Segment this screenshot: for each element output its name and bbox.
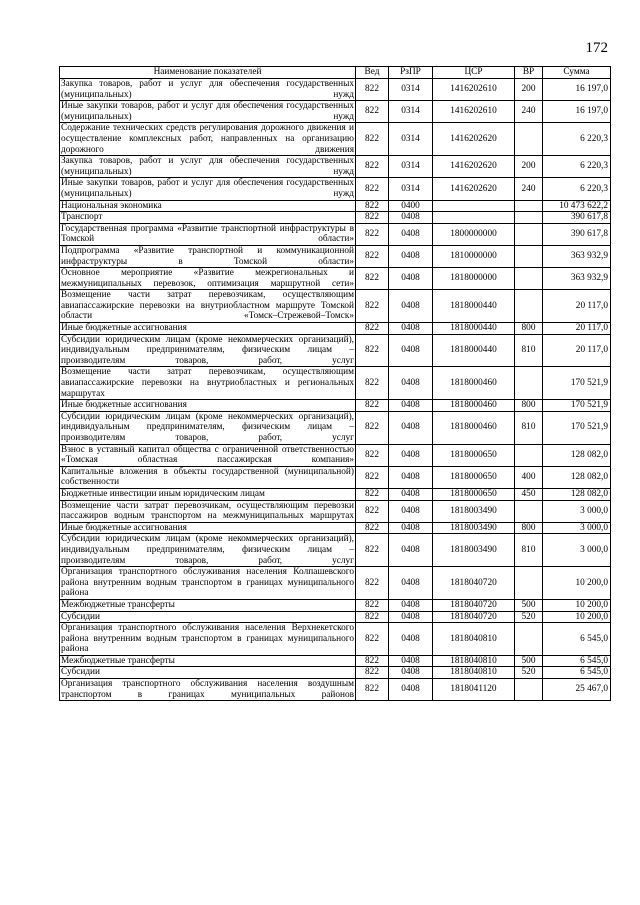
cell-ved: 822 xyxy=(356,245,389,267)
cell-ved: 822 xyxy=(356,567,389,600)
cell-ved: 822 xyxy=(356,655,389,667)
cell-name: Межбюджетные трансферты xyxy=(60,655,356,667)
cell-csr: 1416202610 xyxy=(433,101,515,123)
cell-name: Закупка товаров, работ и услуг для обеспечения государственных (муниципальных) нужд xyxy=(61,79,354,100)
cell-name: Субсидии xyxy=(60,667,356,679)
cell-csr: 1818000000 xyxy=(433,268,515,290)
cell-sum: 390 617,8 xyxy=(543,212,611,224)
cell-ved: 822 xyxy=(356,212,389,224)
cell-vr xyxy=(515,367,543,400)
cell-csr: 1818000650 xyxy=(433,466,515,488)
cell-csr: 1818040720 xyxy=(433,611,515,623)
cell-vr xyxy=(515,679,543,701)
cell-sum: 6 220,3 xyxy=(543,156,611,178)
cell-rzpr: 0408 xyxy=(389,444,433,466)
cell-sum: 6 545,0 xyxy=(543,655,611,667)
cell-vr xyxy=(515,567,543,600)
cell-vr xyxy=(515,500,543,522)
cell-ved: 822 xyxy=(356,411,389,444)
cell-vr: 240 xyxy=(515,101,543,123)
cell-sum: 20 117,0 xyxy=(543,334,611,367)
table-row xyxy=(60,567,611,600)
cell-csr: 1416202620 xyxy=(433,178,515,200)
table-row xyxy=(60,488,611,500)
cell-rzpr: 0314 xyxy=(389,156,433,178)
cell-vr: 450 xyxy=(515,488,543,500)
cell-name: Капитальные вложения в объекты государственной (муниципальной) собственности xyxy=(61,466,354,488)
budget-table xyxy=(59,66,611,701)
cell-sum: 128 082,0 xyxy=(543,488,611,500)
cell-vr xyxy=(515,245,543,267)
header-rzpr: РзПР xyxy=(389,67,433,79)
cell-name: Транспорт xyxy=(60,212,356,224)
table-row xyxy=(60,466,611,488)
table-header-row xyxy=(60,67,611,79)
cell-rzpr: 0400 xyxy=(389,200,433,212)
cell-rzpr: 0408 xyxy=(389,212,433,224)
cell-sum: 20 117,0 xyxy=(543,290,611,323)
cell-name: Возмещение части затрат перевозчикам, осуществляющим авиапассажирские перевозки на внутриобластных и региональных маршрутах xyxy=(61,367,354,399)
cell-sum: 16 197,0 xyxy=(543,101,611,123)
table-row xyxy=(60,599,611,611)
table-row xyxy=(60,223,611,245)
cell-csr: 1818040810 xyxy=(433,655,515,667)
cell-ved: 822 xyxy=(356,178,389,200)
cell-rzpr: 0408 xyxy=(389,290,433,323)
cell-ved: 822 xyxy=(356,334,389,367)
cell-rzpr: 0314 xyxy=(389,101,433,123)
cell-rzpr: 0408 xyxy=(389,599,433,611)
cell-name: Иные бюджетные ассигнования xyxy=(60,400,356,412)
cell-ved: 822 xyxy=(356,79,389,101)
cell-sum: 6 545,0 xyxy=(543,623,611,656)
cell-ved: 822 xyxy=(356,290,389,323)
cell-csr: 1818000650 xyxy=(433,488,515,500)
cell-rzpr: 0408 xyxy=(389,334,433,367)
cell-csr: 1416202610 xyxy=(433,79,515,101)
cell-csr: 1818040720 xyxy=(433,567,515,600)
table-row xyxy=(60,655,611,667)
cell-ved: 822 xyxy=(356,667,389,679)
cell-ved: 822 xyxy=(356,466,389,488)
cell-vr: 800 xyxy=(515,323,543,335)
cell-vr xyxy=(515,444,543,466)
cell-sum: 363 932,9 xyxy=(543,268,611,290)
cell-csr: 1810000000 xyxy=(433,245,515,267)
cell-name: Бюджетные инвестиции иным юридическим лицам xyxy=(60,488,356,500)
cell-sum: 16 197,0 xyxy=(543,79,611,101)
cell-vr xyxy=(515,212,543,224)
cell-ved: 822 xyxy=(356,488,389,500)
cell-sum: 170 521,9 xyxy=(543,367,611,400)
cell-vr: 520 xyxy=(515,667,543,679)
cell-ved: 822 xyxy=(356,522,389,534)
cell-rzpr: 0408 xyxy=(389,623,433,656)
cell-vr: 810 xyxy=(515,534,543,567)
cell-name: Межбюджетные трансферты xyxy=(60,599,356,611)
cell-vr: 520 xyxy=(515,611,543,623)
page-number: 172 xyxy=(585,40,608,56)
table-row xyxy=(60,323,611,335)
table-body xyxy=(60,79,611,701)
table-row xyxy=(60,611,611,623)
cell-rzpr: 0408 xyxy=(389,679,433,701)
cell-sum: 10 473 622,2 xyxy=(543,200,611,212)
cell-rzpr: 0408 xyxy=(389,567,433,600)
cell-rzpr: 0408 xyxy=(389,667,433,679)
cell-csr: 1818041120 xyxy=(433,679,515,701)
cell-sum: 10 200,0 xyxy=(543,599,611,611)
cell-csr: 1416202620 xyxy=(433,156,515,178)
cell-name: Иные закупки товаров, работ и услуг для обеспечения государственных (муниципальных) нужд xyxy=(61,178,354,199)
cell-csr: 1416202620 xyxy=(433,123,515,156)
cell-rzpr: 0408 xyxy=(389,367,433,400)
cell-sum: 128 082,0 xyxy=(543,466,611,488)
table-row xyxy=(60,444,611,466)
header-name: Наименование показателей xyxy=(60,67,356,79)
cell-ved: 822 xyxy=(356,500,389,522)
cell-rzpr: 0408 xyxy=(389,400,433,412)
cell-rzpr: 0408 xyxy=(389,411,433,444)
cell-ved: 822 xyxy=(356,623,389,656)
cell-csr: 1818003490 xyxy=(433,500,515,522)
cell-rzpr: 0408 xyxy=(389,522,433,534)
cell-sum: 170 521,9 xyxy=(543,411,611,444)
cell-csr: 1818000440 xyxy=(433,334,515,367)
cell-name: Организация транспортного обслуживания населения воздушным транспортом в границах муниципальных районов xyxy=(61,679,354,700)
table-row xyxy=(60,400,611,412)
cell-sum: 20 117,0 xyxy=(543,323,611,335)
cell-vr: 200 xyxy=(515,156,543,178)
cell-ved: 822 xyxy=(356,444,389,466)
cell-csr xyxy=(433,212,515,224)
cell-vr: 500 xyxy=(515,599,543,611)
cell-csr: 1818003490 xyxy=(433,522,515,534)
cell-ved: 822 xyxy=(356,367,389,400)
cell-name: Закупка товаров, работ и услуг для обеспечения государственных (муниципальных) нужд xyxy=(61,156,354,177)
cell-ved: 822 xyxy=(356,268,389,290)
cell-sum: 3 000,0 xyxy=(543,500,611,522)
cell-vr xyxy=(515,290,543,323)
cell-name: Субсидии юридическим лицам (кроме некоммерческих организаций), индивидуальным предпринимателям, физическим лицам – производителям товаров, работ, услуг xyxy=(61,534,354,566)
cell-rzpr: 0314 xyxy=(389,79,433,101)
cell-name: Возмещение части затрат перевозчикам, осуществляющим авиапассажирские перевозки на внутриобластном маршруте Томской области «Томск–Стрежевой–Томск» xyxy=(61,290,354,322)
cell-ved: 822 xyxy=(356,611,389,623)
table-row xyxy=(60,245,611,267)
table-row xyxy=(60,79,611,101)
cell-rzpr: 0408 xyxy=(389,223,433,245)
table-row xyxy=(60,534,611,567)
cell-csr: 1818000460 xyxy=(433,367,515,400)
cell-csr: 1818000460 xyxy=(433,400,515,412)
cell-vr: 800 xyxy=(515,400,543,412)
table-row xyxy=(60,667,611,679)
cell-name: Организация транспортного обслуживания населения Верхнекетского района внутренним водным транспортом в границах муниципального района xyxy=(61,623,354,655)
cell-csr: 1818000440 xyxy=(433,323,515,335)
cell-rzpr: 0408 xyxy=(389,655,433,667)
table-row xyxy=(60,411,611,444)
cell-sum: 6 220,3 xyxy=(543,178,611,200)
cell-vr: 500 xyxy=(515,655,543,667)
cell-ved: 822 xyxy=(356,679,389,701)
cell-rzpr: 0408 xyxy=(389,268,433,290)
cell-name: Взнос в уставный капитал общества с ограниченной ответственностью «Томская областная пассажирская компания» xyxy=(61,444,354,466)
cell-rzpr: 0314 xyxy=(389,178,433,200)
cell-vr xyxy=(515,623,543,656)
cell-name: Организация транспортного обслуживания населения Колпашевского района внутренним водным транспортом в границах муниципального района xyxy=(61,567,354,599)
table-row xyxy=(60,334,611,367)
cell-sum: 10 200,0 xyxy=(543,611,611,623)
cell-sum: 128 082,0 xyxy=(543,444,611,466)
cell-vr: 810 xyxy=(515,334,543,367)
header-vr: ВР xyxy=(515,67,543,79)
cell-ved: 822 xyxy=(356,323,389,335)
cell-vr: 200 xyxy=(515,79,543,101)
cell-sum: 3 000,0 xyxy=(543,534,611,567)
cell-ved: 822 xyxy=(356,599,389,611)
table-row xyxy=(60,101,611,123)
cell-rzpr: 0408 xyxy=(389,323,433,335)
cell-sum: 10 200,0 xyxy=(543,567,611,600)
cell-sum: 363 932,9 xyxy=(543,245,611,267)
cell-ved: 822 xyxy=(356,223,389,245)
cell-rzpr: 0408 xyxy=(389,500,433,522)
cell-csr: 1818003490 xyxy=(433,534,515,567)
cell-vr xyxy=(515,200,543,212)
cell-ved: 822 xyxy=(356,156,389,178)
cell-rzpr: 0408 xyxy=(389,488,433,500)
cell-sum: 170 521,9 xyxy=(543,400,611,412)
table-row xyxy=(60,123,611,156)
table-row xyxy=(60,679,611,701)
cell-csr: 1818040810 xyxy=(433,623,515,656)
cell-rzpr: 0408 xyxy=(389,466,433,488)
cell-rzpr: 0408 xyxy=(389,245,433,267)
cell-ved: 822 xyxy=(356,123,389,156)
cell-vr xyxy=(515,268,543,290)
table-row xyxy=(60,522,611,534)
cell-csr xyxy=(433,200,515,212)
cell-sum: 3 000,0 xyxy=(543,522,611,534)
header-ved: Вед xyxy=(356,67,389,79)
cell-sum: 25 467,0 xyxy=(543,679,611,701)
cell-rzpr: 0408 xyxy=(389,611,433,623)
cell-name: Национальная экономика xyxy=(60,200,356,212)
cell-csr: 1818040720 xyxy=(433,599,515,611)
cell-name: Субсидии xyxy=(60,611,356,623)
cell-sum: 390 617,8 xyxy=(543,223,611,245)
cell-name: Основное мероприятие «Развитие межрегиональных и межмуниципальных перевозок, оптимизация маршрутной сети» xyxy=(61,268,354,289)
cell-name: Государственная программа «Развитие транспортной инфраструктуры в Томской области» xyxy=(61,223,354,245)
table-row xyxy=(60,367,611,400)
cell-vr xyxy=(515,223,543,245)
cell-vr: 400 xyxy=(515,466,543,488)
cell-csr: 1818040810 xyxy=(433,667,515,679)
cell-vr: 800 xyxy=(515,522,543,534)
table-row xyxy=(60,500,611,522)
table-row xyxy=(60,212,611,224)
cell-name: Субсидии юридическим лицам (кроме некоммерческих организаций), индивидуальным предпринимателям, физическим лицам – производителям товаров, работ, услуг xyxy=(61,334,354,366)
cell-name: Субсидии юридическим лицам (кроме некоммерческих организаций), индивидуальным предпринимателям, физическим лицам – производителям товаров, работ, услуг xyxy=(61,411,354,443)
cell-name: Иные бюджетные ассигнования xyxy=(60,323,356,335)
cell-csr: 1818000650 xyxy=(433,444,515,466)
cell-csr: 1800000000 xyxy=(433,223,515,245)
table-row xyxy=(60,178,611,200)
cell-sum: 6 220,3 xyxy=(543,123,611,156)
cell-ved: 822 xyxy=(356,200,389,212)
cell-name: Иные закупки товаров, работ и услуг для обеспечения государственных (муниципальных) нужд xyxy=(61,101,354,122)
cell-rzpr: 0314 xyxy=(389,123,433,156)
table-row xyxy=(60,290,611,323)
header-csr: ЦСР xyxy=(433,67,515,79)
cell-name: Возмещение части затрат перевозчикам, осуществляющим перевозки пассажиров водным транспортом на межмуниципальных маршрутах xyxy=(61,500,354,522)
cell-ved: 822 xyxy=(356,534,389,567)
cell-name: Содержание технических средств регулирования дорожного движения и осуществление комплексных работ, направленных на организацию дорожного движения xyxy=(61,123,354,155)
table-row xyxy=(60,200,611,212)
table-row xyxy=(60,156,611,178)
cell-csr: 1818000460 xyxy=(433,411,515,444)
header-sum: Сумма xyxy=(543,67,611,79)
cell-ved: 822 xyxy=(356,400,389,412)
table-row xyxy=(60,623,611,656)
cell-name: Подпрограмма «Развитие транспортной и коммуникационной инфраструктуры в Томской области» xyxy=(61,245,354,267)
cell-csr: 1818000440 xyxy=(433,290,515,323)
cell-vr xyxy=(515,123,543,156)
cell-rzpr: 0408 xyxy=(389,534,433,567)
cell-sum: 6 545,0 xyxy=(543,667,611,679)
cell-name: Иные бюджетные ассигнования xyxy=(60,522,356,534)
table-row xyxy=(60,268,611,290)
cell-vr: 810 xyxy=(515,411,543,444)
cell-vr: 240 xyxy=(515,178,543,200)
cell-ved: 822 xyxy=(356,101,389,123)
